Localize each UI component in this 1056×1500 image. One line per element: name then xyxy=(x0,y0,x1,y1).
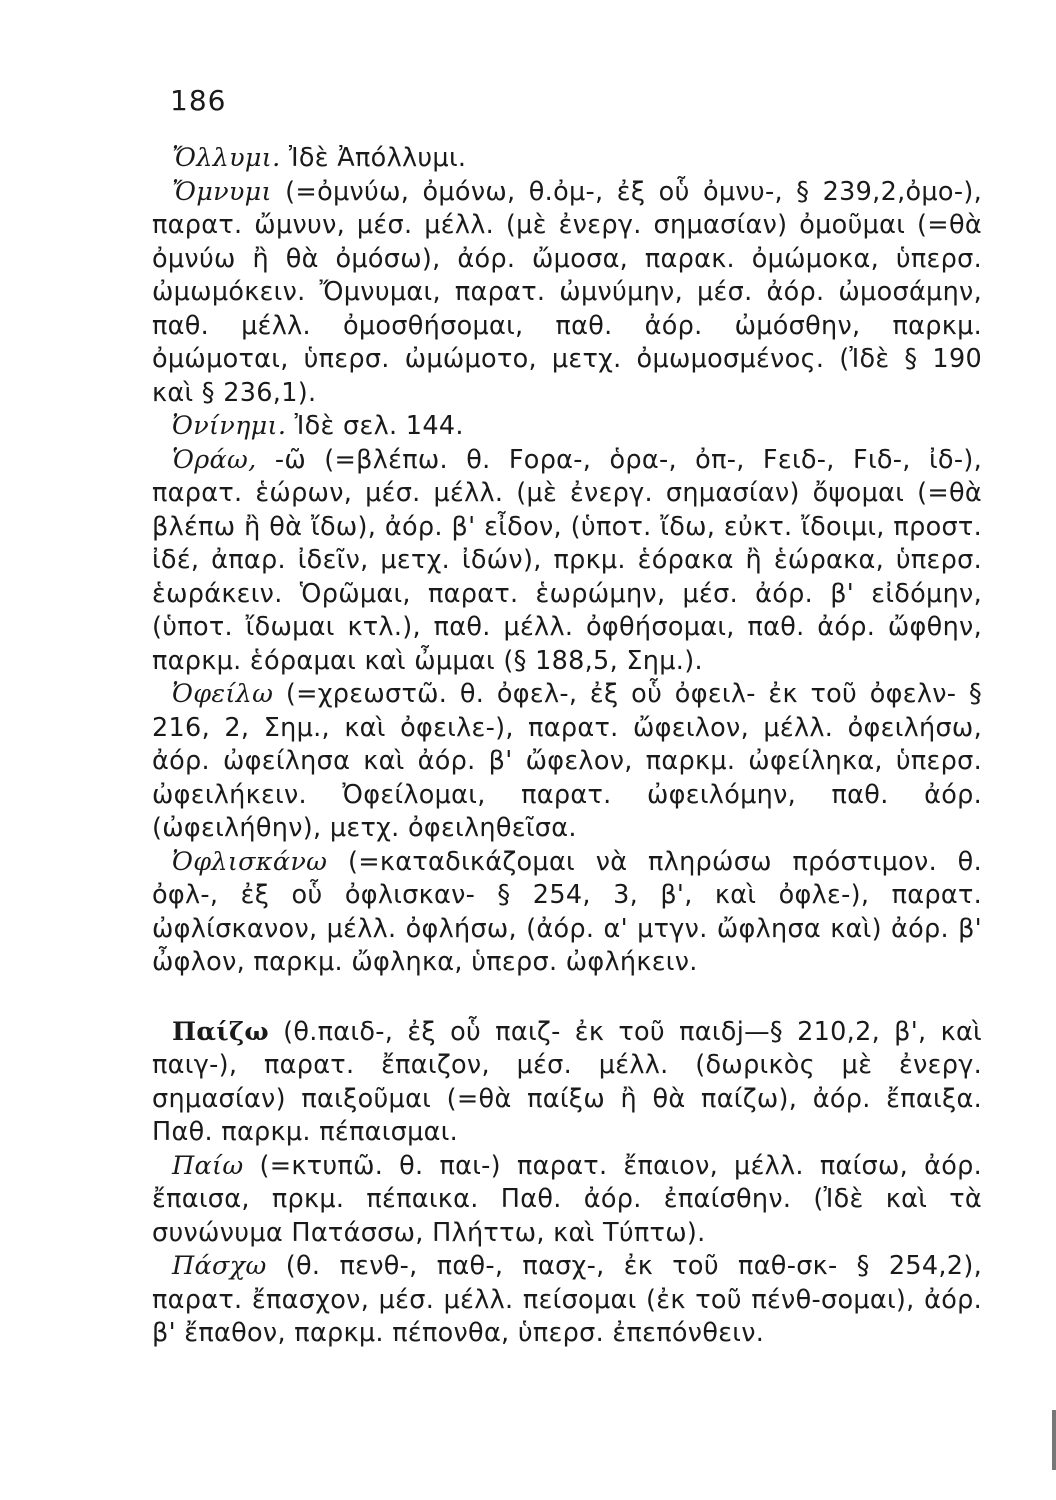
entry-headword: Ὀφλισκάνω xyxy=(172,846,328,877)
entry-ollymi xyxy=(152,142,982,176)
entry-headword: Ὀνίνημι. xyxy=(172,411,287,441)
entry-pasxo xyxy=(152,1250,982,1351)
entry-paizo xyxy=(152,1016,982,1150)
section-gap xyxy=(152,980,982,1016)
page-edge-mark xyxy=(1052,1410,1056,1470)
entry-text: (θ. πενθ-, παθ-, πασχ-, ἐκ τοῦ παθ-σκ- § 254,2), παρατ. ἔπασχον, μέσ. μέλλ. πείσομαι (ἐκ τοῦ πένθ-σομαι), ἀόρ. β' ἔπαθον, παρκμ. πέπονθα, ὑπερσ. ἐπεπόνθειν. xyxy=(152,1251,982,1348)
entry-oflisk xyxy=(152,846,982,980)
entry-ofeilo xyxy=(152,678,982,846)
entry-headword: Ὀφείλω xyxy=(172,679,274,709)
entry-headword: Ὄμνυμι xyxy=(172,176,272,207)
entry-text: (=ὀμνύω, ὀμόνω, θ.ὀμ-, ἐξ οὗ ὀμνυ-, § 239,2,ὀμο-), παρατ. ὤμνυν, μέσ. μέλλ. (μὲ ἐνεργ. σημασίαν) ὀμοῦμαι (=θὰ ὀμνύω ἢ θὰ ὀμόσω), ἀόρ. ὤμοσα, παρακ. ὀμώμοκα, ὑπερσ. ὠμωμόκειν. Ὄμνυμαι, παρατ. ὠμνύμην, μέσ. ἀόρ. ὠμοσάμην, παθ. μέλλ. ὀμοσθήσομαι, παθ. ἀόρ. ὠμόσθην, παρκμ. ὀμώμοται, ὑπερσ. ὠμώμοτο, μετχ. ὀμωμοσμένος. (Ἰδὲ § 190 καὶ § 236,1). xyxy=(152,176,982,408)
entry-text: Ἰδὲ Ἀπόλλυμι. xyxy=(280,143,467,173)
dictionary-entries xyxy=(152,142,982,1351)
entry-headword: Πάσχω xyxy=(172,1251,267,1281)
entry-text: (=καταδικάζομαι νὰ πληρώσω πρόστιμον. θ. ὀφλ-, ἐξ οὗ ὀφλισκαν- § 254, 3, β', καὶ ὀφλε-), παρατ. ὠφλίσκανον, μέλλ. ὀφλήσω, (ἀόρ. α' μτγν. ὤφλησα καὶ) ἀόρ. β' ὦφλον, παρκμ. ὤφληκα, ὑπερσ. ὠφλήκειν. xyxy=(152,846,982,977)
entry-headword: Παίζω xyxy=(172,1016,269,1047)
entry-text: -ῶ (=βλέπω. θ. Ϝορα-, ὁρα-, ὀπ-, Ϝειδ-, Ϝιδ-, ἰδ-), παρατ. ἑώρων, μέσ. μέλλ. (μὲ ἐνεργ. σημασίαν) ὄψομαι (=θὰ βλέπω ἢ θὰ ἴδω), ἀόρ. β' εἶδον, (ὑποτ. ἴδω, εὐκτ. ἴδοιμι, προστ. ἰδέ, ἀπαρ. ἰδεῖν, μετχ. ἰδών), πρκμ. ἑόρακα ἢ ἑώρακα, ὑπερσ. ἑωράκειν. Ὁρῶμαι, παρατ. ἑωρώμην, μέσ. ἀόρ. β' εἰδόμην, (ὑποτ. ἴδωμαι κτλ.), παθ. μέλλ. ὀφθήσομαι, παθ. ἀόρ. ὤφθην, παρκμ. ἑόραμαι καὶ ὦμμαι (§ 188,5, Σημ.). xyxy=(152,444,982,676)
entry-orao xyxy=(152,444,982,679)
entry-text: (θ.παιδ-, ἐξ οὗ παιζ- ἐκ τοῦ παιδj—§ 210,2, β', καὶ παιγ-), παρατ. ἔπαιζον, μέσ. μέλλ. (δωρικὸς μὲ ἐνεργ. σημασίαν) παιξοῦμαι (=θὰ παίξω ἢ θὰ παίζω), ἀόρ. ἔπαιξα. Παθ. παρκμ. πέπαισμαι. xyxy=(152,1016,982,1147)
entry-paio xyxy=(152,1150,982,1251)
entry-text: (=κτυπῶ. θ. παι-) παρατ. ἔπαιον, μέλλ. παίσω, ἀόρ. ἔπαισα, πρκμ. πέπαικα. Παθ. ἀόρ. ἐπαίσθην. (Ἰδὲ καὶ τὰ συνώνυμα Πατάσσω, Πλήττω, καὶ Τύπτω). xyxy=(152,1150,982,1248)
entry-omnymi xyxy=(152,176,982,411)
entry-headword: Ὁράω, xyxy=(172,444,257,475)
entry-oninimi xyxy=(152,410,982,444)
page-number: 186 xyxy=(170,84,227,117)
entry-text: Ἰδὲ σελ. 144. xyxy=(286,411,464,441)
entry-text: (=χρεωστῶ. θ. ὀφελ-, ἐξ οὗ ὀφειλ- ἐκ τοῦ ὀφελν- § 216, 2, Σημ., καὶ ὀφειλε-), παρατ. ὤφειλον, μέλλ. ὀφειλήσω, ἀόρ. ὠφείλησα καὶ ἀόρ. β' ὤφελον, παρκμ. ὠφείληκα, ὑπερσ. ὠφειλήκειν. Ὀφείλομαι, παρατ. ὠφειλόμην, παθ. ἀόρ. (ὠφειλήθην), μετχ. ὀφειληθεῖσα. xyxy=(152,679,982,843)
entry-headword: Παίω xyxy=(172,1150,244,1181)
entry-headword: Ὄλλυμι. xyxy=(172,143,281,173)
